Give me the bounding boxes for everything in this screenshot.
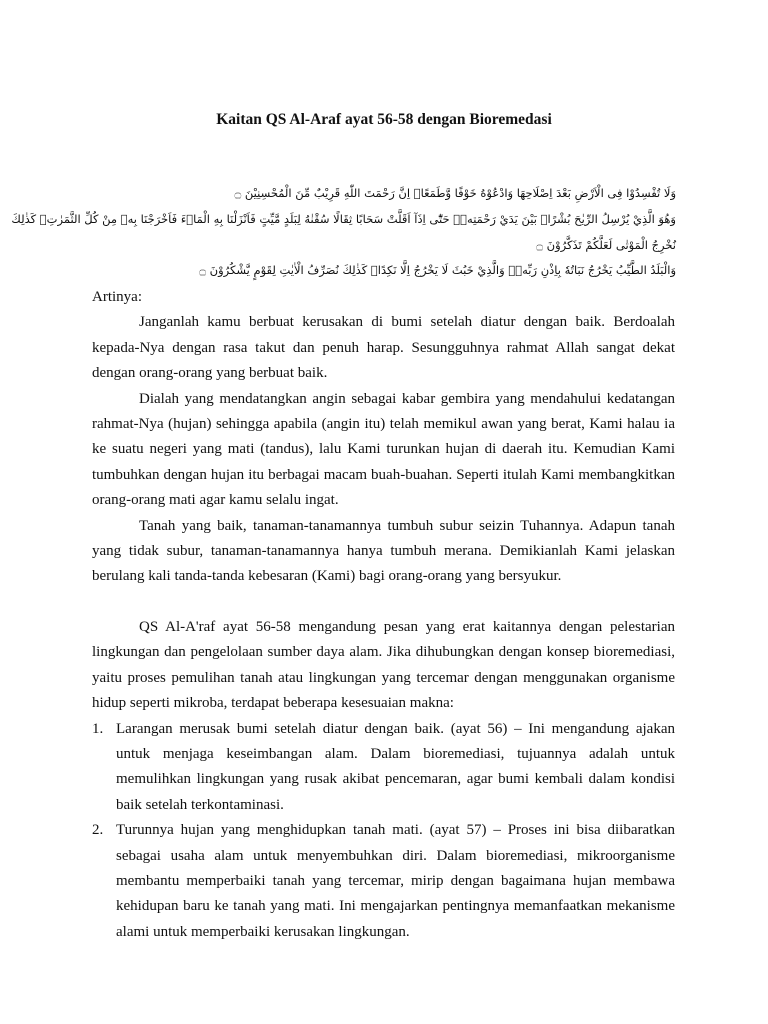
intro-paragraph: QS Al-A'raf ayat 56-58 mengandung pesan yang erat kaitannya dengan pelestarian lingkungan dan pengelolaan sumber daya alam. Jika dihubungkan dengan konsep bioremediasi, yaitu proses pemulihan tanah atau lingkungan yang tercemar dengan menggunakan organisme hidup seperti mikroba, terdapat beberapa kesesuaian makna: <box>92 618 675 712</box>
points-list <box>92 717 675 946</box>
translation-paragraph-2: Dialah yang mendatangkan angin sebagai kabar gembira yang mendahului kedatangan rahmat-Nya (hujan) sehingga apabila (angin itu) telah memikul awan yang berat, Kami halau ia ke suatu negeri yang mati (tandus), lalu Kami turunkan hujan di daerah itu. Kemudian Kami tumbuhkan dengan hujan itu berbagai macam buah-buahan. Seperti itulah Kami membangkitkan orang-orang mati agar kamu selalu ingat. <box>92 390 675 509</box>
arabic-verse-line-4: وَالْبَلَدُ الطَّيِّبُ يَخْرُجُ نَبَاتُهٗ بِاِذْنِ رَبِّهٖۚ وَالَّذِيْ خَبُثَ لَا يَخْرُجُ اِلَّا نَكِدًاۗ كَذٰلِكَ نُصَرِّفُ الْاٰيٰتِ لِقَوْمٍ يَّشْكُرُوْنَ ۝ <box>199 263 676 277</box>
list-item-number: 2. <box>92 822 104 839</box>
artinya-label: Artinya: <box>92 289 142 305</box>
list-item <box>92 818 675 945</box>
list-item-number: 1. <box>92 720 104 737</box>
document-body <box>92 285 675 945</box>
arabic-verse-line-2: وَهُوَ الَّذِيْ يُرْسِلُ الرِّيٰحَ بُشْرًاۢ بَيْنَ يَدَيْ رَحْمَتِهٖۗ حَتّٰٓى اِذَآ اَقَلَّتْ سَحَابًا ثِقَالًا سُقْنٰهُ لِبَلَدٍ مَّيِّتٍ فَاَنْزَلْنَا بِهِ الْمَاۤءَ فَاَخْرَجْنَا بِهٖ مِنْ كُلِّ الثَّمَرٰتِۗ كَذٰلِكَ <box>11 212 676 226</box>
list-item-text: Larangan merusak bumi setelah diatur dengan baik. (ayat 56) – Ini mengandung ajakan untuk menjaga keseimbangan alam. Dalam bioremediasi, tujuannya adalah untuk memulihkan lingkungan yang rusak akibat pencemaran, agar bumi kembali dalam kondisi baik setelah terkontaminasi. <box>116 720 675 813</box>
document-title: Kaitan QS Al-Araf ayat 56-58 dengan Bioremedasi <box>216 111 552 128</box>
paragraph-spacer <box>92 590 675 615</box>
list-item <box>92 717 675 819</box>
translation-paragraph-3: Tanah yang baik, tanaman-tanamannya tumbuh subur seizin Tuhannya. Adapun tanah yang tidak subur, tanaman-tanamannya hanya tumbuh merana. Demikianlah Kami jelaskan berulang kali tanda-tanda kebesaran (Kami) bagi orang-orang yang bersyukur. <box>92 517 675 585</box>
arabic-verse-line-1: وَلَا تُفْسِدُوْا فِى الْاَرْضِ بَعْدَ اِصْلَاحِهَا وَادْعُوْهُ خَوْفًا وَّطَمَعًاۗ اِنَّ رَحْمَتَ اللّٰهِ قَرِيْبٌ مِّنَ الْمُحْسِنِيْنَ ۝ <box>234 186 676 200</box>
arabic-verse-line-3: نُخْرِجُ الْمَوْتٰى لَعَلَّكُمْ تَذَكَّرُوْنَ ۝ <box>536 238 676 252</box>
list-item-text: Turunnya hujan yang menghidupkan tanah mati. (ayat 57) – Proses ini bisa diibaratkan sebagai usaha alam untuk menyembuhkan diri. Dalam bioremediasi, mikroorganisme membantu memperbaiki tanah yang tercemar, mirip dengan bagaimana hujan membawa kehidupan baru ke tanah yang mati. Ini mengajarkan pentingnya memanfaatkan mekanisme alami untuk memperbaiki kerusakan lingkungan. <box>116 822 675 940</box>
translation-paragraph-1: Janganlah kamu berbuat kerusakan di bumi setelah diatur dengan baik. Berdoalah kepada-Nya dengan rasa takut dan penuh harap. Sesungguhnya rahmat Allah sangat dekat dengan orang-orang yang berbuat baik. <box>92 314 675 382</box>
